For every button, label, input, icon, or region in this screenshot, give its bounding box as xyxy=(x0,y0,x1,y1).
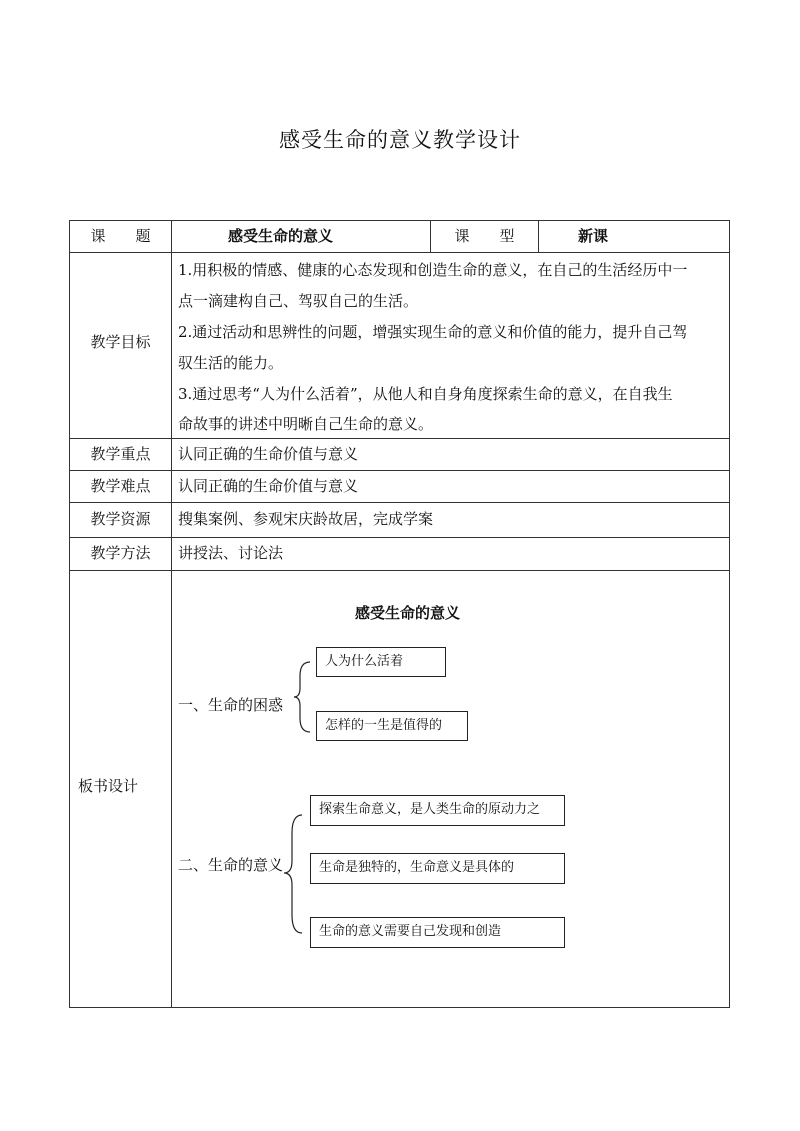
column-divider xyxy=(171,220,172,1008)
section1-title: 一、生命的困惑 xyxy=(178,696,284,714)
objective-line: 2.通过活动和思辨性的问题，增强实现生命的意义和价值的能力，提升自己驾 xyxy=(178,323,688,341)
objective-line: 1.用积极的情感、健康的心态发现和创造生命的意义，在自己的生活经历中一 xyxy=(178,261,688,279)
objective-line: 3.通过思考“人为什么活着”，从他人和自身角度探索生命的意义，在自我生 xyxy=(178,385,673,403)
objective-line: 点一滴建构自己、驾驭自己的生活。 xyxy=(178,292,419,310)
column-divider xyxy=(538,220,539,252)
objective-line: 命故事的讲述中明晰自己生命的意义。 xyxy=(178,415,434,433)
section1-brace xyxy=(294,662,314,732)
type-label: 课 型 xyxy=(454,227,515,245)
method-value: 讲授法、讨论法 xyxy=(178,544,284,562)
method-label: 教学方法 xyxy=(90,544,151,562)
topic-value: 感受生命的意义 xyxy=(228,227,334,245)
board-label: 板书设计 xyxy=(78,777,139,795)
resources-value: 搜集案例、参观宋庆龄故居，完成学案 xyxy=(178,510,434,528)
difficulty-value: 认同正确的生命价值与意义 xyxy=(178,477,359,495)
section2-brace xyxy=(284,815,306,933)
section2-item: 探索生命意义，是人类生命的原动力之 xyxy=(310,795,565,826)
section1-item: 人为什么活着 xyxy=(316,647,446,677)
type-value: 新课 xyxy=(578,227,609,245)
section1-item: 怎样的一生是值得的 xyxy=(316,711,468,741)
resources-label: 教学资源 xyxy=(90,510,151,528)
topic-label: 课 题 xyxy=(90,227,151,245)
section2-title: 二、生命的意义 xyxy=(178,856,284,874)
objective-line: 驭生活的能力。 xyxy=(178,354,284,372)
row-divider xyxy=(69,570,730,571)
key-point-value: 认同正确的生命价值与意义 xyxy=(178,445,359,463)
board-heading: 感受生命的意义 xyxy=(355,604,461,622)
key-point-label: 教学重点 xyxy=(90,445,151,463)
difficulty-label: 教学难点 xyxy=(90,477,151,495)
document-title: 感受生命的意义教学设计 xyxy=(279,128,521,152)
objectives-label: 教学目标 xyxy=(90,333,151,351)
row-divider xyxy=(69,252,730,253)
section2-item: 生命是独特的，生命意义是具体的 xyxy=(310,853,565,884)
section2-item: 生命的意义需要自己发现和创造 xyxy=(310,917,565,948)
